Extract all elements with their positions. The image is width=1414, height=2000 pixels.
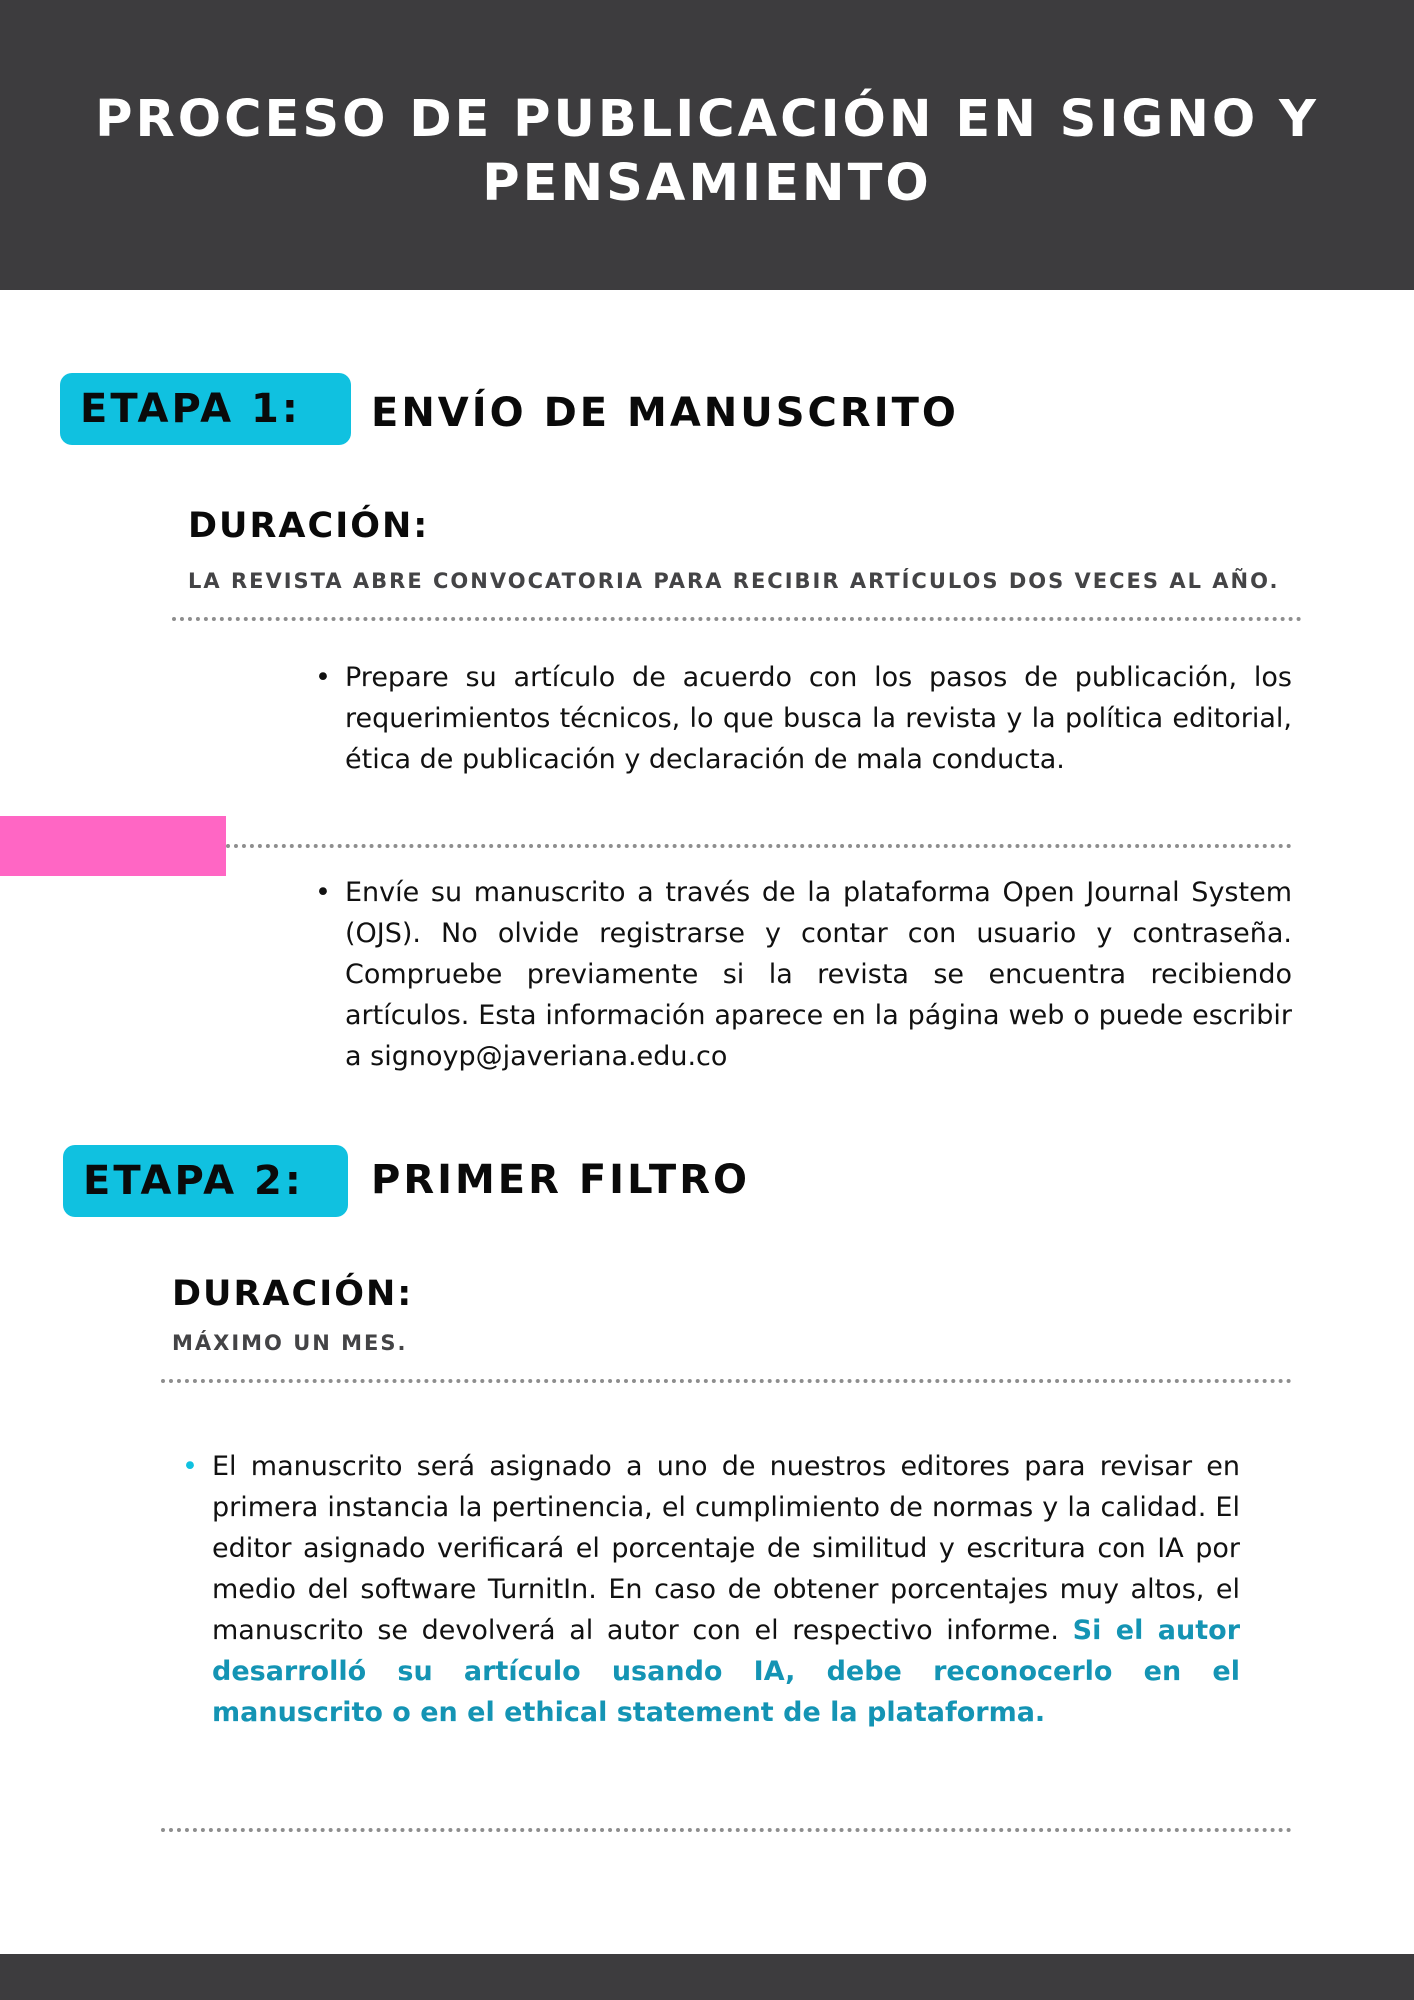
bullet-dot-icon: • — [315, 662, 331, 693]
page-footer — [0, 1954, 1414, 2000]
divider — [172, 617, 1302, 621]
stage-1-bullet-2-text: Envíe su manuscrito a través de la plataforma Open Journal System (OJS). No olvide registrarse y contar con usuario y contraseña. Compruebe previamente si la revista se encuentra recibiendo artículos. Esta información aparece en la página web o puede escribir a signoyp@javeriana.edu.co — [345, 877, 1292, 1072]
page-title: PROCESO DE PUBLICACIÓN EN SIGNO Y PENSAMIENTO — [95, 90, 1319, 213]
pink-accent-bar — [0, 816, 226, 876]
page-header — [0, 0, 1414, 290]
stage-1-title: ENVÍO DE MANUSCRITO — [371, 390, 959, 436]
stage-1-badge: ETAPA 1: — [60, 373, 351, 445]
divider — [226, 844, 1292, 848]
stage-2-bullet-text: El manuscrito será asignado a uno de nuestros editores para revisar en primera instancia la pertinencia, el cumplimiento de normas y la calidad. El editor asignado verificará el porcentaje de similitud y escritura con IA por medio del software TurnitIn. En caso de obtener porcentajes muy altos, el manuscrito se devolverá al autor con el respectivo informe. — [212, 1451, 1240, 1646]
bullet-dot-icon: • — [315, 877, 331, 908]
stage-2-duration-text: MÁXIMO UN MES. — [172, 1331, 408, 1355]
divider — [161, 1379, 1292, 1383]
stage-1-bullet-2 — [315, 872, 1292, 1077]
stage-2-title: PRIMER FILTRO — [371, 1157, 751, 1203]
stage-1-duration-label: DURACIÓN: — [188, 506, 430, 546]
divider — [161, 1828, 1292, 1832]
stage-1-bullet-1 — [315, 657, 1292, 780]
stage-2-bullet-highlight: Si el autor desarrolló su artículo usando IA, debe reconocerlo en el manuscrito o en el ethical statement de la plataforma. — [212, 1615, 1241, 1728]
stage-2-bullet — [182, 1446, 1241, 1733]
stage-2-badge: ETAPA 2: — [63, 1145, 348, 1217]
stage-2-duration-label: DURACIÓN: — [172, 1274, 414, 1314]
stage-1-bullet-1-text: Prepare su artículo de acuerdo con los pasos de publicación, los requerimientos técnicos, lo que busca la revista y la política editorial, ética de publicación y declaración de mala conducta. — [345, 662, 1292, 775]
stage-1-duration-text: LA REVISTA ABRE CONVOCATORIA PARA RECIBIR ARTÍCULOS DOS VECES AL AÑO. — [188, 569, 1280, 593]
bullet-dot-icon: • — [182, 1451, 198, 1482]
